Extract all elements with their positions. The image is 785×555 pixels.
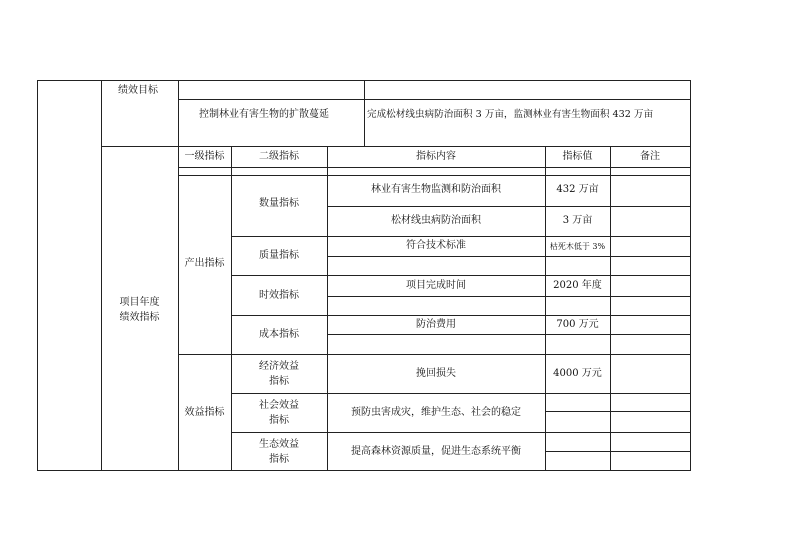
timeliness-value: 2020 年度 [553,280,602,291]
economic-indicator-label-1: 经济效益 [259,361,299,372]
ecological-indicator-label-2: 指标 [269,454,289,465]
timeliness-content: 项目完成时间 [406,280,466,291]
quantity-indicator-label: 数量指标 [259,198,299,209]
ecological-indicator-label-1: 生态效益 [259,439,299,450]
quality-value: 枯死木低于 3% [549,242,606,251]
quantity-row2-value: 3 万亩 [562,215,593,226]
economic-value: 4000 万元 [553,368,602,379]
ecological-content: 提高森林资源质量，促进生态系统平衡 [351,446,521,457]
cost-content: 防治费用 [416,319,456,330]
indicator-section-label-2: 绩效指标 [119,312,160,323]
social-content: 预防虫害成灾，维护生态、社会的稳定 [351,407,521,418]
economic-content: 挽回损失 [416,368,456,379]
social-indicator-label-2: 指标 [269,415,289,426]
quality-content: 符合技术标准 [406,240,466,251]
indicator-section-label-1: 项目年度 [119,297,160,308]
goal-section-label: 绩效目标 [118,85,158,96]
cost-value: 700 万元 [556,319,599,330]
header-level1: 一级指标 [184,151,225,162]
header-level2: 二级指标 [259,151,299,162]
header-value: 指标值 [562,151,593,162]
quantity-row2-content: 松材线虫病防治面积 [391,215,481,226]
header-content: 指标内容 [416,151,456,162]
timeliness-indicator-label: 时效指标 [259,290,299,301]
quantity-row1-content: 林业有害生物监测和防治面积 [371,184,501,195]
economic-indicator-label-2: 指标 [269,376,289,387]
quality-indicator-label: 质量指标 [259,250,299,261]
social-indicator-label-1: 社会效益 [259,400,299,411]
output-level1-label: 产出指标 [184,258,225,269]
benefit-level1-label: 效益指标 [184,407,225,418]
goal-text: 控制林业有害生物的扩散蔓延 [199,109,329,120]
quantity-row1-value: 432 万亩 [556,184,599,195]
goal-description: 完成松材线虫病防治面积 3 万亩，监测林业有害生物面积 432 万亩 [367,109,654,120]
header-remark: 备注 [640,151,660,162]
cost-indicator-label: 成本指标 [259,329,299,340]
